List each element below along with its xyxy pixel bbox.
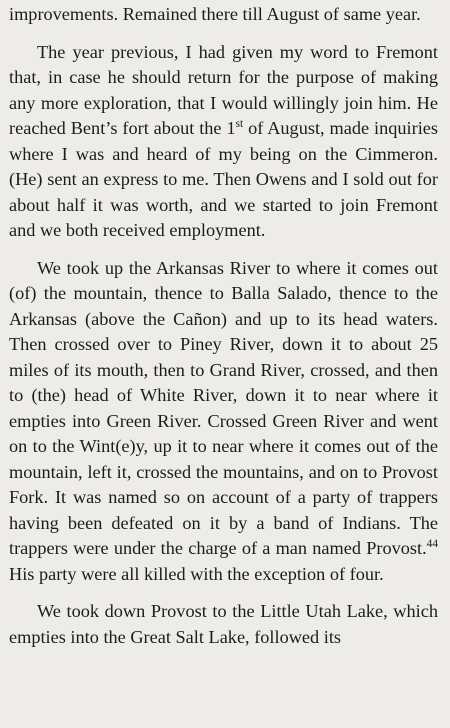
paragraph-2 <box>9 40 438 244</box>
ordinal-suffix: st <box>235 117 244 130</box>
paragraph-1-text: improvements. Remained there till August of same year. <box>9 4 421 24</box>
paragraph-4-text: We took down Provost to the Little Utah Lake, which empties into the Great Salt Lake, followed its <box>9 601 438 647</box>
body-text <box>9 2 438 650</box>
paragraph-3-text-a: We took up the Arkansas River to where it comes out (of) the mountain, thence to Balla Salado, thence to the Arkansas (above the Cañon) and up to its head waters. Then crossed over to Piney River, down it to about 25 miles of its mouth, then to Grand River, crossed, and then to (the) head of White River, down it to near where it empties into Green River. Crossed Green River and went on to the Wint(e)y, up it to near where it comes out of the mountain, left it, crossed the mountains, and on to Provost Fork. It was named so on account of a party of trappers having been defeated on it by a band of Indians. The trappers were under the charge of a man named Provost. <box>9 257 438 558</box>
paragraph-2-text-b: of August, made inquiries where I was and heard of my being on the Cimmeron. (He) sent an express to me. Then Owens and I sold out for about half it was worth, and we started to join Fremont and we both received employment. <box>9 118 438 240</box>
paragraph-3 <box>9 256 438 588</box>
paragraph-1 <box>9 2 438 28</box>
footnote-reference-44: 44 <box>426 537 438 550</box>
paragraph-3-text-b: His party were all killed with the exception of four. <box>9 563 384 584</box>
paragraph-2-text-a: The year previous, I had given my word to Fremont that, in case he should return for the purpose of making any more exploration, that I would willingly join him. He reached Bent’s fort about the 1 <box>9 41 438 138</box>
paragraph-4 <box>9 599 438 650</box>
